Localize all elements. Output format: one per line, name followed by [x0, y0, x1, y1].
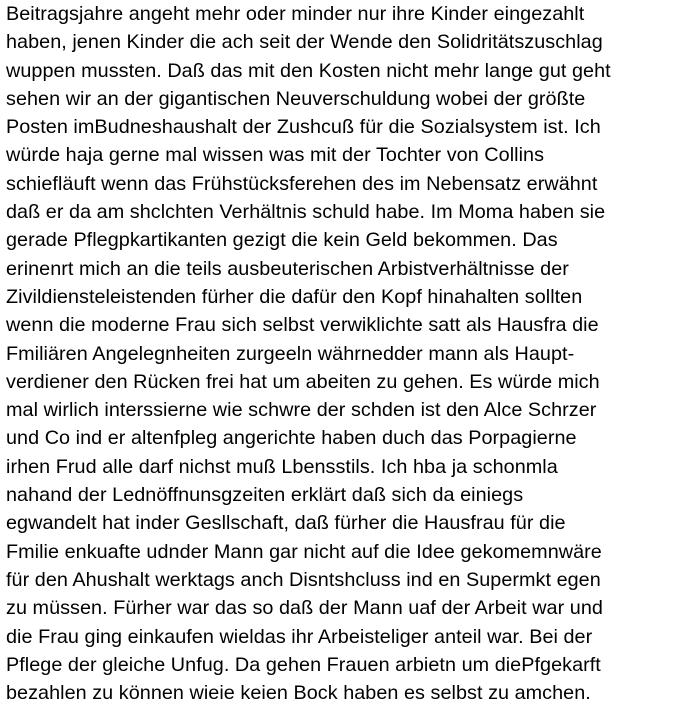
- text-line-10: erinenrt mich an die teils ausbeuterischen Arbistverhältnisse der: [6, 257, 569, 280]
- text-line-6: würde haja gerne mal wissen was mit der Tochter von Collins: [6, 144, 545, 167]
- text-line-25: bezahlen zu können wieie keien Bock haben es selbst zu amchen.: [6, 682, 591, 705]
- text-line-19: egwandelt hat inder Gesllschaft, daß fürher die Hausfrau für die: [6, 512, 566, 535]
- text-line-12: wenn die moderne Frau sich selbst verwiklichte satt als Hausfra die: [6, 314, 599, 337]
- text-line-13: Fmiliären Angelegnheiten zurgeeln währnedder mann als Haupt-: [6, 342, 575, 365]
- text-line-1: Beitragsjahre angeht mehr oder minder nur ihre Kinder eingezahlt: [6, 3, 585, 25]
- text-line-8: daß er da am shclchten Verhältnis schuld habe. Im Moma haben sie: [6, 201, 606, 224]
- text-line-23: die Frau ging einkaufen wieldas ihr Arbeisteliger anteil war. Bei der: [6, 625, 593, 648]
- text-line-14: verdiener den Rücken frei hat um abeiten zu gehen. Es würde mich: [6, 370, 600, 393]
- text-line-11: Zivildiensteleistenden fürher die dafür den Kopf hinahalten sollten: [6, 285, 583, 308]
- text-line-3: wuppen mussten. Daß das mit den Kosten nicht mehr lange gut geht: [6, 59, 611, 82]
- document-body: [6, 0, 682, 720]
- text-line-5: Posten imBudneshaushalt der Zushcuß für die Sozialsystem ist. Ich: [6, 116, 601, 139]
- text-line-17: irhen Frud alle darf nichst muß Lbensstils. Ich hba ja schonmla: [6, 455, 558, 478]
- text-line-18: nahand der Lednöffnunsgzeiten erklärt daß sich da einiegs: [6, 484, 524, 507]
- text-line-22: zu müssen. Fürher war das so daß der Mann uaf der Arbeit war und: [6, 597, 603, 620]
- text-line-20: Fmilie enkuafte udnder Mann gar nicht auf die Idee gekomemnwäre: [6, 540, 602, 563]
- text-line-9: gerade Pflegpkartikanten gezigt die kein Geld bekommen. Das: [6, 229, 558, 252]
- text-line-24: Pflege der gleiche Unfug. Da gehen Frauen arbietn um diePfgekarft: [6, 653, 601, 676]
- text-line-16: und Co ind er altenfpleg angerichte haben duch das Porpagierne: [6, 427, 577, 450]
- text-line-4: sehen wir an der gigantischen Neuverschuldung wobei der größte: [6, 87, 586, 110]
- text-line-2: haben, jenen Kinder die ach seit der Wende den Solidritätszuschlag: [6, 31, 603, 54]
- text-line-7: schiefläuft wenn das Frühstücksferehen des im Nebensatz erwähnt: [6, 172, 598, 195]
- text-line-21: für den Ahushalt werktags anch Disntshcluss ind en Supermkt egen: [6, 568, 601, 591]
- text-line-15: mal wirlich interssierne wie schwre der schden ist den Alce Schrzer: [6, 399, 597, 422]
